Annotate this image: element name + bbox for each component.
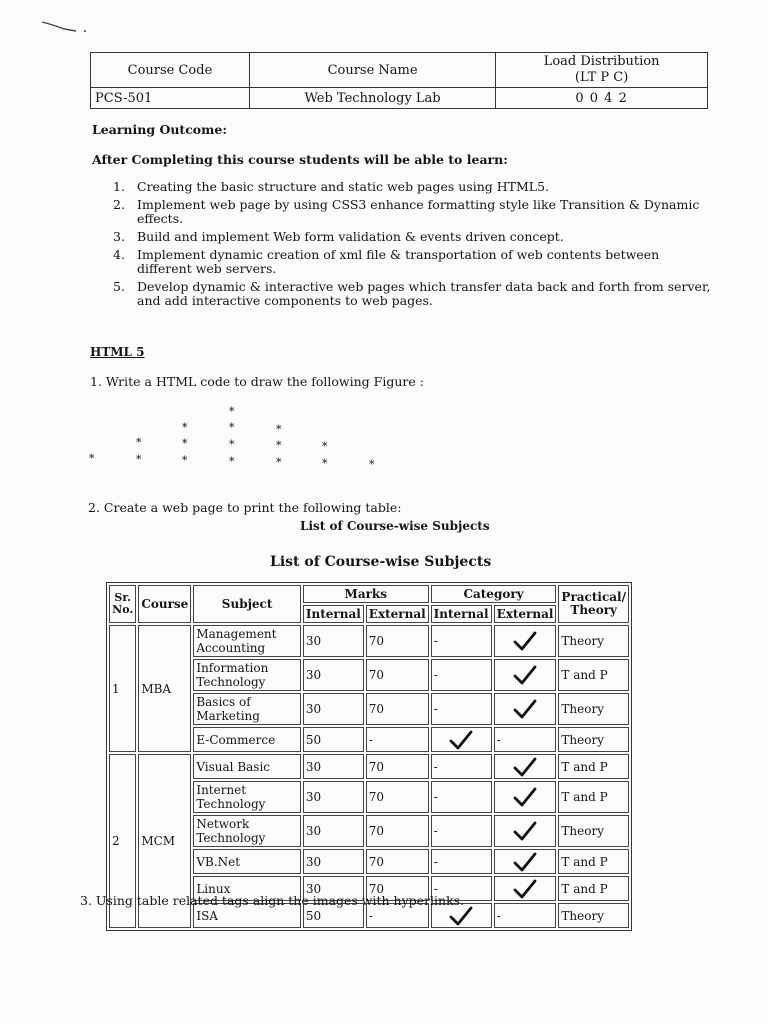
category-internal-cell [431,727,492,752]
course-cell: MCM [138,754,191,928]
internal-marks-cell: 50 [303,727,364,752]
outcome-text: Implement web page by using CSS3 enhance formatting style like Transition & Dynamic effects. [137,197,700,226]
checkmark-icon [449,906,473,926]
internal-marks-cell: 30 [303,659,364,691]
category-internal-cell: - [431,693,492,725]
outcome-list [113,180,713,312]
star-mark: * [229,421,235,434]
subject-cell: Basics of Marketing [193,693,301,725]
star-mark: * [182,437,188,450]
course-info-table [90,52,708,109]
outcome-text: Implement dynamic creation of xml file & transportation of web contents between different web servers. [137,247,660,276]
table-caption-small: List of Course-wise Subjects [300,519,490,533]
type-cell: T and P [558,849,629,874]
internal-marks-cell: 30 [303,754,364,779]
marks-external-header: External [366,605,429,623]
type-cell: T and P [558,659,629,691]
outcome-text: Creating the basic structure and static web pages using HTML5. [137,179,550,194]
category-external-cell [494,693,557,725]
list-item [113,230,713,244]
subject-header: Subject [193,585,301,623]
category-internal-cell: - [431,781,492,813]
internal-marks-cell: 30 [303,625,364,657]
category-header: Category [431,585,557,603]
star-mark: * [276,456,282,469]
category-internal-cell: - [431,625,492,657]
star-mark: * [229,405,235,418]
question-3: 3. Using table related tags align the images with hyperlinks. [80,893,465,908]
sr-no-header: Sr. No. [109,585,136,623]
category-external-cell [494,815,557,847]
category-internal-cell: - [431,815,492,847]
category-internal-cell: - [431,876,492,901]
type-cell: Theory [558,625,629,657]
external-marks-cell: 70 [366,754,429,779]
course-header: Course [138,585,191,623]
table-caption: List of Course-wise Subjects [270,554,492,570]
checkmark-icon [513,879,537,899]
category-internal-cell: - [431,659,492,691]
subjects-table-body [109,625,629,928]
star-mark: * [229,455,235,468]
checkmark-icon [513,665,537,685]
external-marks-cell: 70 [366,815,429,847]
star-mark: * [136,436,142,449]
external-marks-cell: 70 [366,659,429,691]
star-mark: * [322,457,328,470]
subject-cell: Management Accounting [193,625,301,657]
star-mark: * [136,453,142,466]
course-subjects-table [106,582,632,931]
outcome-text: Develop dynamic & interactive web pages which transfer data back and forth from server, and add interactive components to web pages. [137,279,711,308]
checkmark-icon [513,852,537,872]
subject-cell: VB.Net [193,849,301,874]
star-mark: * [182,421,188,434]
course-cell: MBA [138,625,191,752]
subject-cell: ISA [193,903,301,928]
table-row [109,625,629,657]
course-code-header: Course Code [91,53,250,88]
internal-marks-cell: 30 [303,693,364,725]
section-title: HTML 5 [90,345,145,359]
category-external-header: External [494,605,557,623]
star-mark: * [276,423,282,436]
internal-marks-cell: 30 [303,849,364,874]
type-cell: Theory [558,727,629,752]
star-mark: * [276,439,282,452]
star-mark: * [322,440,328,453]
internal-marks-cell: 30 [303,876,364,901]
category-external-cell [494,754,557,779]
type-cell: Theory [558,903,629,928]
question-1: 1. Write a HTML code to draw the following Figure : [90,374,424,389]
star-mark: * [229,438,235,451]
outcome-number: 2. [113,197,125,212]
external-marks-cell: - [366,727,429,752]
marks-header: Marks [303,585,429,603]
category-external-cell [494,659,557,691]
checkmark-icon [513,631,537,651]
outcome-text: Build and implement Web form validation & events driven concept. [137,229,564,244]
external-marks-cell: 70 [366,781,429,813]
type-cell: T and P [558,876,629,901]
star-mark: * [182,454,188,467]
learning-outcome-intro: After Completing this course students will be able to learn: [92,152,508,167]
category-external-cell [494,781,557,813]
subject-cell: Network Technology [193,815,301,847]
marks-internal-header: Internal [303,605,364,623]
course-name-header: Course Name [249,53,495,88]
pen-mark [40,16,90,34]
external-marks-cell: 70 [366,693,429,725]
type-cell: T and P [558,754,629,779]
checkmark-icon [513,787,537,807]
subject-cell: Information Technology [193,659,301,691]
subject-cell: Internet Technology [193,781,301,813]
subject-cell: E-Commerce [193,727,301,752]
list-item [113,248,713,276]
internal-marks-cell: 50 [303,903,364,928]
table-row [109,754,629,779]
category-internal-cell: - [431,754,492,779]
category-internal-header: Internal [431,605,492,623]
outcome-number: 4. [113,247,125,262]
checkmark-icon [513,821,537,841]
external-marks-cell: - [366,903,429,928]
category-external-cell [494,849,557,874]
load-distribution-header: Load Distribution (LT P C) [496,53,708,88]
category-internal-cell: - [431,849,492,874]
course-name-value: Web Technology Lab [249,88,495,109]
sr-no-cell: 2 [109,754,136,928]
list-item [113,180,713,194]
course-code-value: PCS-501 [91,88,250,109]
type-cell: Theory [558,815,629,847]
star-mark: * [369,458,375,471]
subject-cell: Linux [193,876,301,901]
outcome-number: 3. [113,229,125,244]
external-marks-cell: 70 [366,849,429,874]
type-cell: Theory [558,693,629,725]
sr-no-cell: 1 [109,625,136,752]
practical-theory-header: Practical/ Theory [558,585,629,623]
checkmark-icon [513,699,537,719]
question-2: 2. Create a web page to print the following table: [88,500,402,515]
category-external-cell [494,625,557,657]
list-item [113,280,713,308]
subject-cell: Visual Basic [193,754,301,779]
type-cell: T and P [558,781,629,813]
checkmark-icon [449,730,473,750]
outcome-number: 1. [113,179,125,194]
load-distribution-value: 0 0 4 2 [496,88,708,109]
internal-marks-cell: 30 [303,781,364,813]
category-external-cell: - [494,903,557,928]
outcome-number: 5. [113,279,125,294]
list-item [113,198,713,226]
internal-marks-cell: 30 [303,815,364,847]
external-marks-cell: 70 [366,625,429,657]
category-external-cell: - [494,727,557,752]
learning-outcome-heading: Learning Outcome: [92,122,227,137]
category-external-cell [494,876,557,901]
star-mark: * [89,452,95,465]
checkmark-icon [513,757,537,777]
external-marks-cell: 70 [366,876,429,901]
